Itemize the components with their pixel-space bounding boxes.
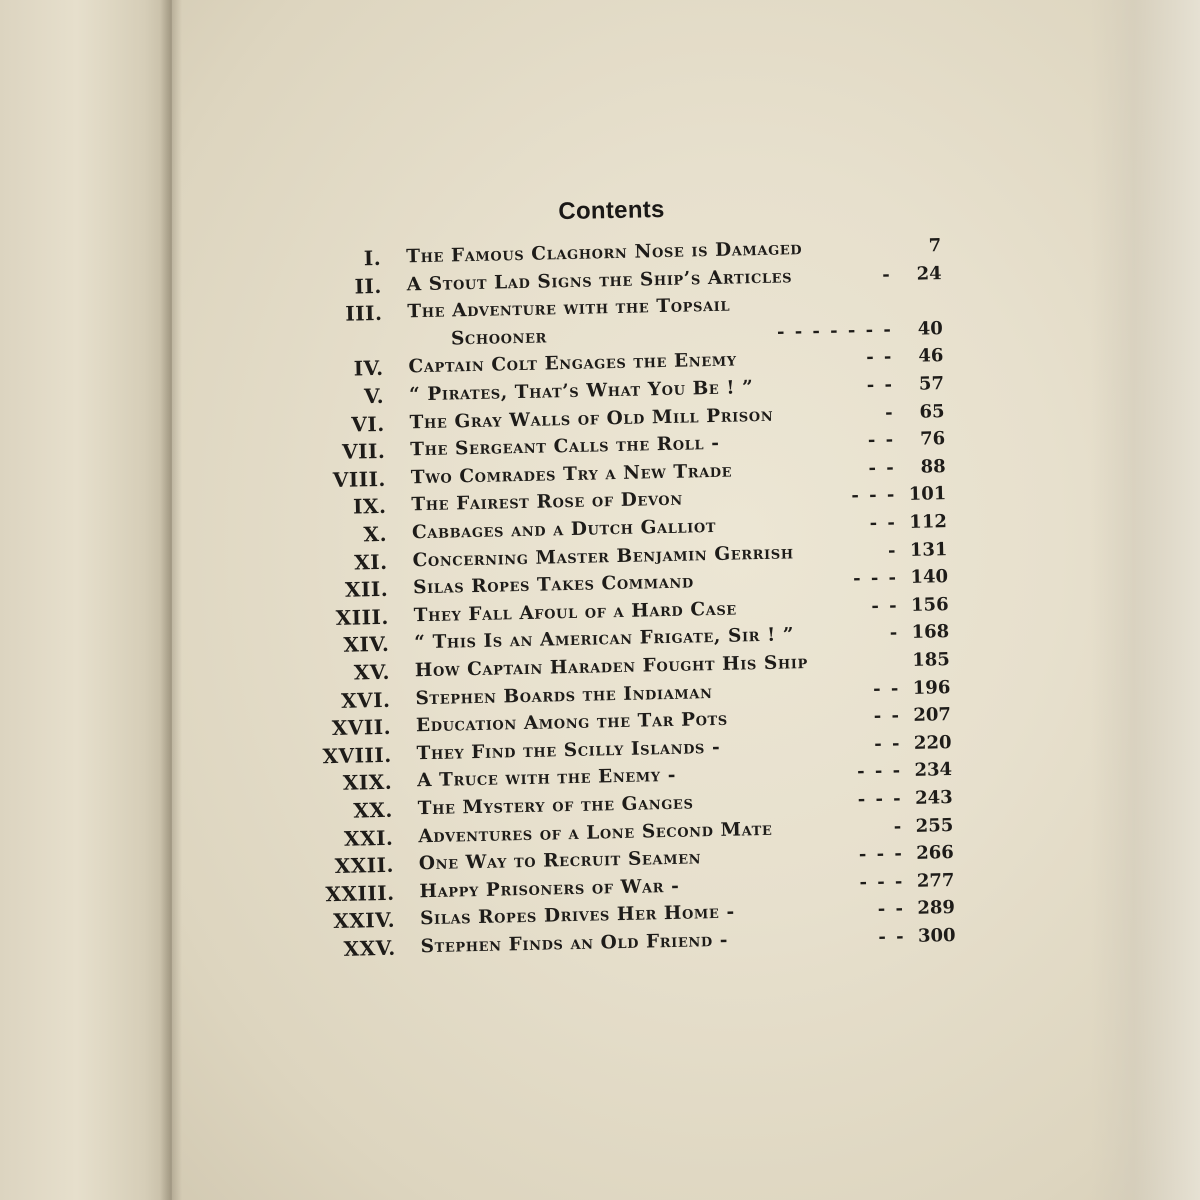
chapter-title: Two Comrades Try a New Trade <box>410 460 733 489</box>
chapter-numeral: XI. <box>354 549 388 575</box>
chapter-title: A Truce with the Enemy - <box>416 765 677 792</box>
leader-dashes: - <box>889 622 900 644</box>
leader-dashes: - - <box>873 705 902 727</box>
chapter-numeral: XIX. <box>342 770 393 796</box>
page-number: 168 <box>911 621 950 644</box>
chapter-title: The Fairest Rose of Devon <box>411 489 683 516</box>
chapter-numeral: XXIV. <box>332 908 396 934</box>
leader-dashes: - <box>881 263 892 285</box>
page-number: 140 <box>910 566 949 589</box>
page-number: 207 <box>913 704 952 727</box>
contents-heading: Contents <box>558 195 665 226</box>
leader-dashes: - - <box>871 594 899 617</box>
leader-dashes: - - <box>872 677 901 700</box>
page-edge <box>1090 0 1200 1200</box>
chapter-title: Schooner <box>450 326 548 350</box>
page-number: 76 <box>919 428 946 450</box>
leader-dashes: - - - - - - - <box>776 318 894 343</box>
leader-dashes: - - - <box>851 484 897 507</box>
leader-dashes: - <box>887 539 898 561</box>
chapter-numeral: XXV. <box>343 935 396 961</box>
page-number: 266 <box>916 842 955 865</box>
page-number: 289 <box>917 897 956 920</box>
chapter-numeral: XXIII. <box>325 880 395 906</box>
chapter-numeral: IX. <box>352 494 387 519</box>
chapter-numeral: XXI. <box>343 825 394 851</box>
chapter-title: Silas Ropes Takes Command <box>412 571 694 599</box>
page-number: 112 <box>909 511 948 533</box>
table-of-contents <box>280 185 1016 990</box>
chapter-title: They Find the Scilly Islands - <box>416 736 721 765</box>
leader-dashes: - - - <box>857 788 903 811</box>
chapter-numeral: XVIII. <box>322 742 392 769</box>
page-number: 185 <box>911 649 950 671</box>
chapter-numeral: X. <box>363 521 388 547</box>
chapter-numeral: VIII. <box>332 466 387 492</box>
chapter-title: Stephen Boards the Indiaman <box>415 681 713 709</box>
chapter-numeral: XXII. <box>334 852 395 879</box>
chapter-numeral: VI. <box>351 411 385 437</box>
chapter-numeral: VII. <box>341 439 386 464</box>
leader-dashes: - <box>884 401 895 423</box>
chapter-title: Stephen Finds an Old Friend - <box>420 929 729 958</box>
chapter-title: One Way to Recruit Seamen <box>418 847 702 875</box>
page-number: 40 <box>917 317 944 340</box>
leader-dashes: - - - <box>852 567 899 590</box>
chapter-title: “ Pirates, That’s What You Be ! ” <box>408 377 754 406</box>
chapter-numeral: V. <box>363 383 385 409</box>
page-number: 255 <box>915 814 954 837</box>
page-number: 46 <box>918 345 944 368</box>
leader-dashes: - - <box>867 429 896 451</box>
page-number: 156 <box>910 593 949 616</box>
leader-dashes: - - - <box>858 843 905 866</box>
page-number: 131 <box>909 538 948 561</box>
chapter-title: A Stout Lad Signs the Ship’s Articles <box>406 265 793 295</box>
chapter-title: Silas Ropes Drives Her Home - <box>419 902 735 930</box>
chapter-title: “ This Is an American Frigate, Sir ! ” <box>414 624 795 654</box>
chapter-numeral: XV. <box>353 659 391 685</box>
chapter-title: Adventures of a Lone Second Mate <box>418 818 773 847</box>
page-number: 65 <box>919 400 945 423</box>
page-number: 57 <box>918 373 945 395</box>
left-facing-page <box>0 0 170 1200</box>
chapter-title: The Mystery of the Ganges <box>417 792 694 820</box>
page-number: 243 <box>914 787 953 809</box>
chapter-numeral: I. <box>363 245 382 271</box>
page-number: 300 <box>917 925 956 947</box>
leader-dashes: - - <box>878 926 906 948</box>
leader-dashes: - - <box>866 374 895 396</box>
chapter-title: Captain Colt Engages the Enemy <box>408 349 737 378</box>
page-number: 220 <box>913 731 952 754</box>
chapter-numeral: XVI. <box>340 687 391 713</box>
chapter-title: The Sergeant Calls the Roll - <box>410 433 720 461</box>
chapter-title: Happy Prisoners of War - <box>419 875 680 903</box>
leader-dashes: - - <box>874 732 902 755</box>
page-number: 88 <box>920 455 946 478</box>
page-number: 7 <box>928 235 942 257</box>
chapter-numeral: III. <box>345 301 383 326</box>
page-number: 277 <box>916 869 955 892</box>
chapter-title: They Fall Afoul of a Hard Case <box>413 598 738 627</box>
leader-dashes: - - - <box>856 760 903 783</box>
chapter-title: Education Among the Tar Pots <box>415 708 729 737</box>
chapter-numeral: XX. <box>353 797 394 823</box>
leader-dashes: - - <box>865 346 894 369</box>
page-number: 196 <box>912 676 951 699</box>
chapter-title: The Gray Walls of Old Mill Prison <box>409 404 774 433</box>
book-gutter <box>160 0 182 1200</box>
chapter-numeral: XVII. <box>331 714 392 741</box>
chapter-title: The Adventure with the Topsail <box>407 294 731 323</box>
chapter-title: How Captain Haraden Fought His Ship <box>414 652 809 682</box>
leader-dashes: - - <box>868 456 896 479</box>
chapter-numeral: II. <box>354 273 383 299</box>
chapter-numeral: XIII. <box>335 604 389 630</box>
chapter-numeral: XII. <box>344 577 389 602</box>
page-number: 24 <box>916 262 942 285</box>
chapter-numeral: IV. <box>353 356 384 381</box>
leader-dashes: - - - <box>859 870 905 893</box>
page-number: 234 <box>914 759 953 782</box>
chapter-title: Concerning Master Benjamin Gerrish <box>412 541 794 571</box>
leader-dashes: - <box>893 815 904 837</box>
chapter-title: The Famous Claghorn Nose is Damaged <box>405 238 803 268</box>
page-number: 101 <box>908 483 947 506</box>
chapter-numeral: XIV. <box>343 632 390 658</box>
chapter-title: Cabbages and a Dutch Galliot <box>411 515 717 544</box>
leader-dashes: - - <box>869 512 898 534</box>
leader-dashes: - - <box>877 898 906 921</box>
